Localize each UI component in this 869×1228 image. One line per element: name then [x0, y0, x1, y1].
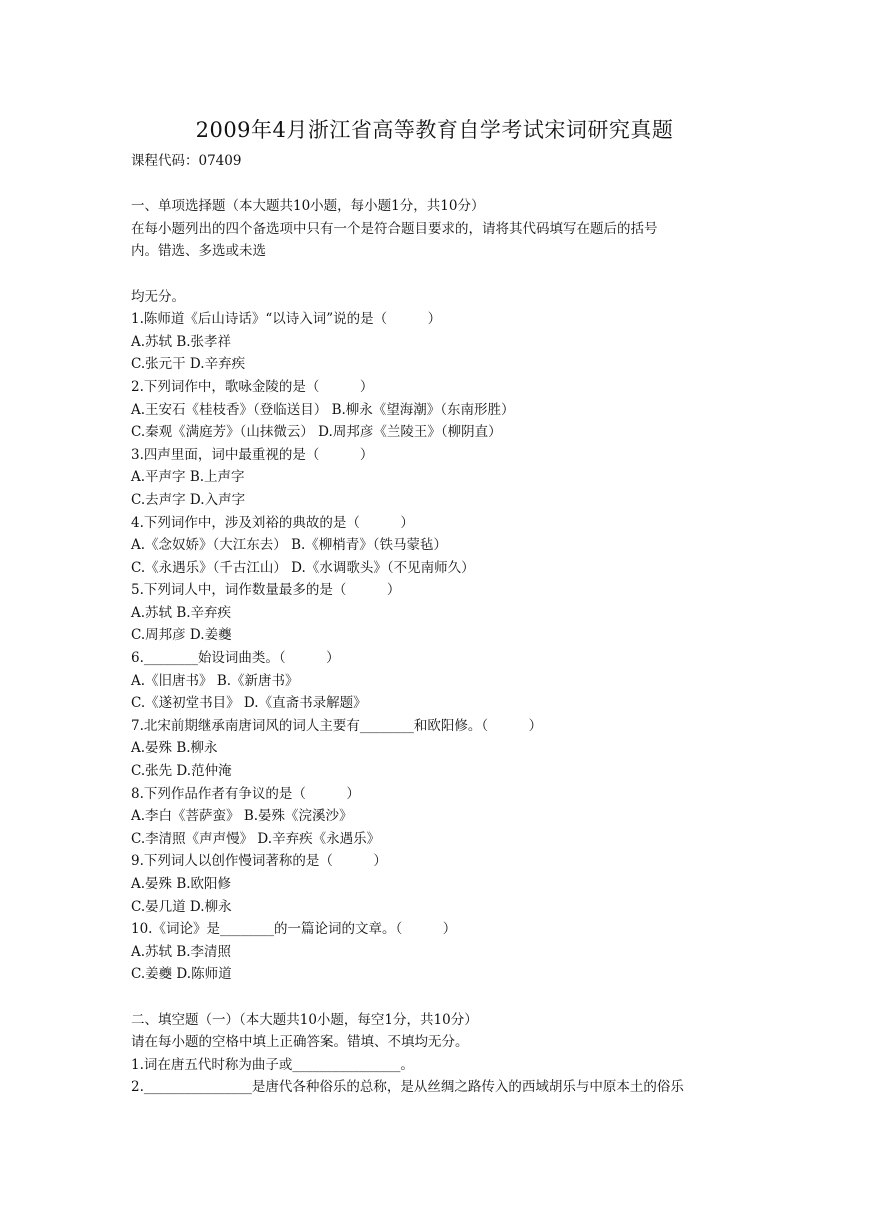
text-line: C.张先 D.范仲淹 [131, 763, 232, 780]
text-line: C.去声字 D.入声字 [131, 491, 246, 508]
document-title: 2009年4月浙江省高等教育自学考试宋词研究真题 [195, 118, 674, 142]
text-line: A.李白《菩萨蛮》 B.晏殊《浣溪沙》 [131, 808, 353, 825]
text-line: 10.《词论》是________的一篇论词的文章。（ ） [131, 921, 457, 938]
blank-line [131, 263, 746, 286]
text-line: 一、单项选择题（本大题共10小题，每小题1分，共10分） [131, 198, 485, 215]
text-line: 9.下列词人以创作慢词著称的是（ ） [131, 853, 387, 870]
text-line: 2.下列词作中，歌咏金陵的是（ ） [131, 378, 374, 395]
text-line: 内。错选、多选或未选 [131, 243, 266, 260]
text-line: 4.下列词作中，涉及刘裕的典故的是（ ） [131, 514, 414, 531]
text-line: 请在每小题的空格中填上正确答案。错填、不填均无分。 [131, 1034, 469, 1051]
text-line: 课程代码：07409 [131, 153, 242, 169]
text-line: C.周邦彦 D.姜夔 [131, 627, 232, 644]
text-line: 在每小题列出的四个备选项中只有一个是符合题目要求的，请将其代码填写在题后的括号 [131, 220, 658, 237]
blank-line [131, 173, 746, 196]
text-line: 8.下列作品作者有争议的是（ ） [131, 785, 360, 802]
text-line: C.《永遇乐》（千古江山） D.《水调歌头》（不见南师久） [131, 559, 475, 576]
blank-line [131, 986, 746, 1009]
text-line: A.晏殊 B.柳永 [131, 740, 218, 757]
text-line: 1.陈师道《后山诗话》“以诗入词”说的是（ ） [131, 311, 442, 328]
text-line: 5.下列词人中，词作数量最多的是（ ） [131, 582, 401, 599]
text-line: A.晏殊 B.欧阳修 [131, 876, 232, 892]
text-line: C.《遂初堂书目》 D.《直斋书录解题》 [131, 695, 367, 712]
text-line: A.苏轼 B.张孝祥 [131, 333, 232, 350]
text-line: C.晏几道 D.柳永 [131, 898, 232, 915]
text-line: 3.四声里面，词中最重视的是（ ） [131, 446, 374, 463]
text-line: 6.________始设词曲类。（ ） [131, 650, 340, 667]
text-line: C.姜夔 D.陈师道 [131, 966, 232, 983]
text-line: A.王安石《桂枝香》（登临送目） B.柳永《望海潮》（东南形胜） [131, 401, 515, 418]
text-line: C.张元干 D.辛弃疾 [131, 356, 246, 373]
text-line: 二、填空题（一）（本大题共10小题，每空1分，共10分） [131, 1011, 478, 1028]
text-line: 7.北宋前期继承南唐词风的词人主要有________和欧阳修。（ ） [131, 717, 543, 734]
text-line: A.苏轼 B.李清照 [131, 943, 232, 960]
text-line: 均无分。 [131, 288, 185, 305]
text-line: C.秦观《满庭芳》（山抹微云） D.周邦彦《兰陵王》（柳阴直） [131, 424, 502, 441]
text-line: A.《旧唐书》 B.《新唐书》 [131, 672, 299, 689]
text-line: C.李清照《声声慢》 D.辛弃疾《永遇乐》 [131, 830, 381, 847]
text-line: A.《念奴娇》（大江东去） B.《柳梢青》（铁马蒙毡） [131, 537, 448, 554]
text-line: 2.________________是唐代各种俗乐的总称，是从丝绸之路传入的西域胡乐与中原本土的俗乐 [131, 1079, 684, 1096]
text-line: A.苏轼 B.辛弃疾 [131, 604, 232, 621]
text-line: A.平声字 B.上声字 [131, 469, 245, 486]
text-line: 1.词在唐五代时称为曲子或________________。 [131, 1056, 414, 1073]
document-body [131, 150, 746, 1099]
